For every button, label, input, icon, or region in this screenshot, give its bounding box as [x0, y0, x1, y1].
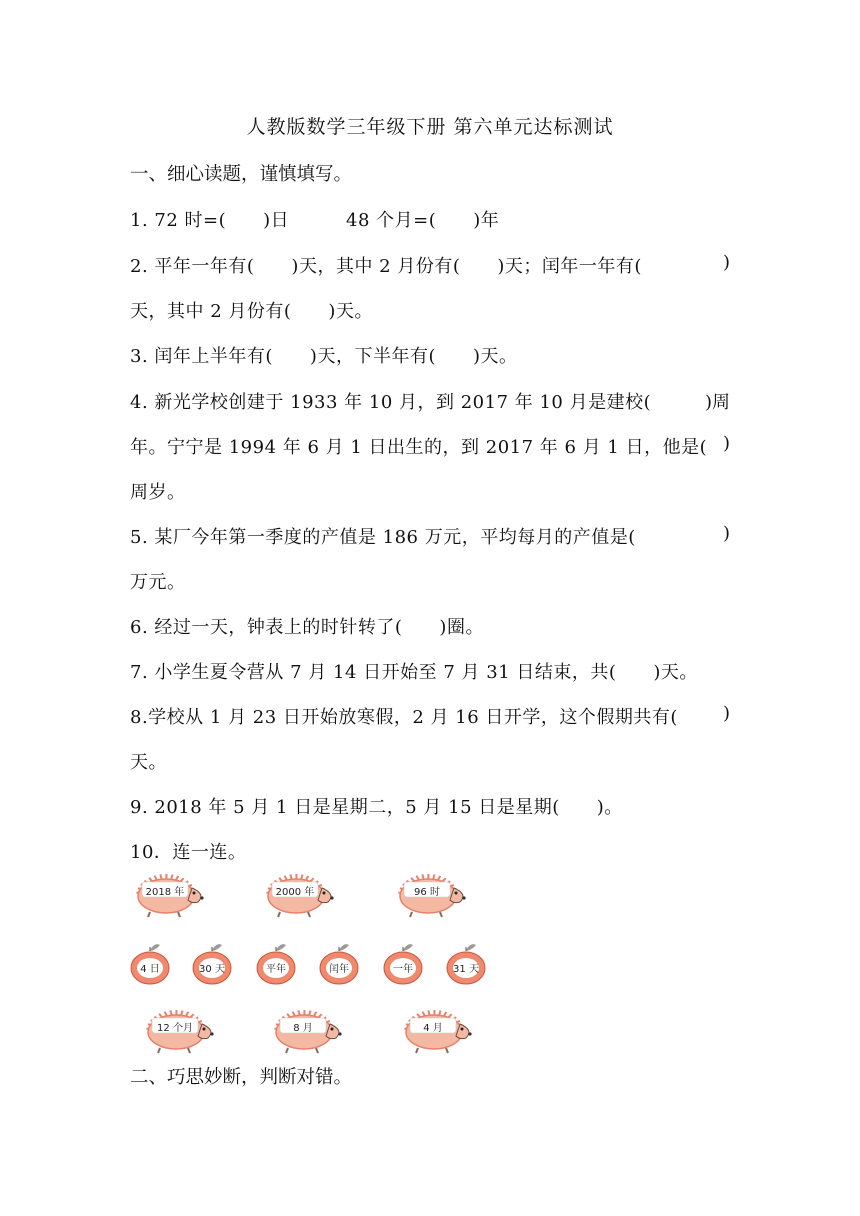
hedgehog-label: 2000 年	[275, 887, 315, 898]
question-1b: 48 个月=( )年	[346, 210, 500, 231]
question-10: 10．连一连。	[130, 842, 247, 863]
section-2-heading: 二、巧思妙断，判断对错。	[130, 1067, 353, 1088]
question-4-line3: 周岁。	[130, 482, 186, 503]
question-7: 7. 小学生夏令营从 7 月 14 日开始至 7 月 31 日结束，共( )天。	[130, 662, 698, 683]
question-8-line2: 天。	[130, 752, 167, 773]
apple-label: 闰年	[329, 964, 349, 975]
question-1a: 1. 72 时=( )日	[130, 210, 290, 231]
hedgehog-label: 96 时	[414, 887, 440, 898]
question-2-line1: 2. 平年一年有( )天，其中 2 月份有( )天；闰年一年有(	[130, 256, 642, 277]
question-2-line2: 天，其中 2 月份有( )天。	[130, 301, 373, 322]
question-6: 6. 经过一天，钟表上的时针转了( )圈。	[130, 617, 484, 638]
question-4-line2-end: )	[722, 433, 730, 454]
apple-label: 30 天	[199, 964, 225, 975]
apple-label: 平年	[266, 964, 286, 975]
question-9: 9. 2018 年 5 月 1 日是星期二，5 月 15 日是星期( )。	[130, 797, 623, 818]
hedgehog-label: 8 月	[293, 1023, 313, 1034]
hedgehog-label: 2018 年	[145, 887, 185, 898]
section-1-heading: 一、细心读题，谨慎填写。	[130, 164, 353, 185]
question-5-line1-end: )	[722, 523, 730, 544]
page-title: 人教版数学三年级下册 第六单元达标测试	[246, 116, 614, 138]
question-4-line2: 年。宁宁是 1994 年 6 月 1 日出生的，到 2017 年 6 月 1 日，他是(	[130, 437, 708, 458]
question-2-line1-end: )	[722, 252, 730, 273]
question-8-line1-end: )	[722, 703, 730, 724]
question-8-line1: 8.学校从 1 月 23 日开始放寒假，2 月 16 日开学，这个假期共有(	[130, 707, 678, 728]
question-4-line1: 4. 新光学校创建于 1933 年 10 月，到 2017 年 10 月是建校(	[130, 392, 652, 413]
question-3: 3. 闰年上半年有( )天，下半年有( )天。	[130, 346, 518, 367]
question-5-line2: 万元。	[130, 572, 186, 593]
question-5-line1: 5. 某厂今年第一季度的产值是 186 万元，平均每月的产值是(	[130, 527, 636, 548]
question-4-line1-end: )周	[704, 392, 730, 413]
apple-label: 4 日	[140, 964, 160, 975]
apple-label: 31 天	[453, 964, 479, 975]
hedgehog-label: 12 个月	[157, 1023, 193, 1034]
hedgehog-label: 4 月	[423, 1023, 443, 1034]
apple-label: 一年	[393, 964, 413, 975]
